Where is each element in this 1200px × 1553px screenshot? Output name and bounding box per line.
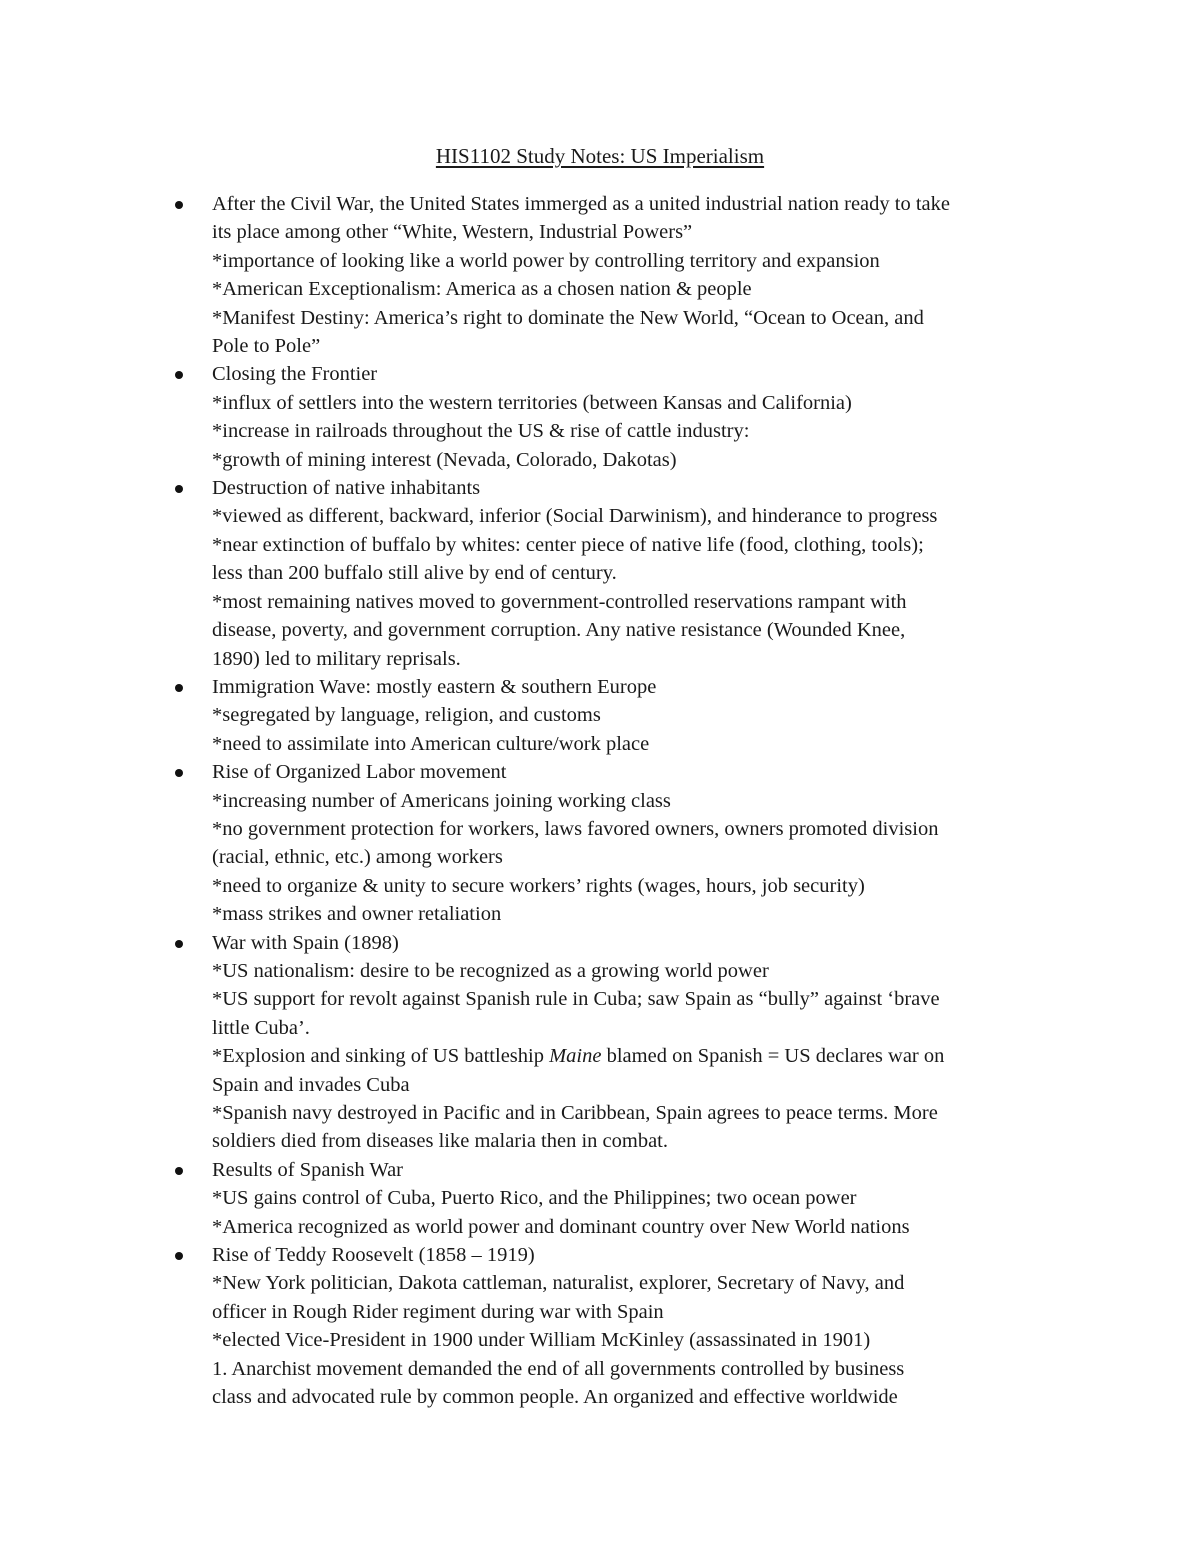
section-heading: War with Spain (1898) <box>212 931 399 954</box>
note-line: *near extinction of buffalo by whites: center piece of native life (food, clothing, tools); <box>212 533 924 556</box>
note-line: *increasing number of Americans joining working class <box>212 789 671 812</box>
note-line: *no government protection for workers, laws favored owners, owners promoted division <box>212 817 939 840</box>
note-section <box>0 190 1072 360</box>
note-line: *importance of looking like a world power by controlling territory and expansion <box>212 249 880 272</box>
note-section <box>0 929 1072 1156</box>
note-line: *need to assimilate into American culture/work place <box>212 732 650 755</box>
note-line-text: *Explosion and sinking of US battleship <box>212 1045 550 1068</box>
note-line: officer in Rough Rider regiment during war with Spain <box>212 1300 664 1323</box>
ship-name: Maine <box>549 1045 602 1068</box>
note-section <box>0 1156 1072 1241</box>
note-line <box>212 1042 1072 1070</box>
note-line: little Cuba’. <box>212 1016 310 1039</box>
bullet-icon <box>175 371 183 379</box>
note-line: *American Exceptionalism: America as a chosen nation & people <box>212 278 752 301</box>
section-heading: Immigration Wave: mostly eastern & southern Europe <box>212 675 657 698</box>
note-line: *America recognized as world power and dominant country over New World nations <box>212 1215 910 1238</box>
note-line: its place among other “White, Western, Industrial Powers” <box>212 221 693 244</box>
note-section <box>0 360 1072 474</box>
page-title: HIS1102 Study Notes: US Imperialism <box>435 144 765 168</box>
note-line: *New York politician, Dakota cattleman, naturalist, explorer, Secretary of Navy, and <box>212 1272 905 1295</box>
section-heading: Rise of Organized Labor movement <box>212 761 507 784</box>
bullet-icon <box>175 940 183 948</box>
note-line: *US support for revolt against Spanish rule in Cuba; saw Spain as “bully” against ‘brave <box>212 988 940 1011</box>
note-section <box>0 673 1072 758</box>
section-heading: Destruction of native inhabitants <box>212 477 481 500</box>
note-line: *US gains control of Cuba, Puerto Rico, and the Philippines; two ocean power <box>212 1187 857 1210</box>
note-line: less than 200 buffalo still alive by end of century. <box>212 562 617 585</box>
note-line: *need to organize & unity to secure workers’ rights (wages, hours, job security) <box>212 874 865 897</box>
section-heading: Results of Spanish War <box>212 1158 404 1181</box>
note-line: *influx of settlers into the western territories (between Kansas and California) <box>212 391 852 414</box>
note-line: *viewed as different, backward, inferior (Social Darwinism), and hinderance to progress <box>212 505 938 528</box>
note-line: *growth of mining interest (Nevada, Colorado, Dakotas) <box>212 448 677 471</box>
note-line: (racial, ethnic, etc.) among workers <box>212 846 503 869</box>
bullet-icon <box>175 1252 183 1260</box>
section-heading: Closing the Frontier <box>212 363 378 386</box>
note-section <box>0 474 1072 673</box>
bullet-icon <box>175 684 183 692</box>
note-line: *segregated by language, religion, and customs <box>212 704 601 727</box>
note-line: soldiers died from diseases like malaria then in combat. <box>212 1130 668 1153</box>
note-line: Pole to Pole” <box>212 335 321 358</box>
note-line: 1890) led to military reprisals. <box>212 647 461 670</box>
note-line: *increase in railroads throughout the US & rise of cattle industry: <box>212 420 750 443</box>
notes-list <box>0 190 1200 1411</box>
bullet-icon <box>175 485 183 493</box>
bullet-icon <box>175 1167 183 1175</box>
note-section <box>0 1241 1072 1411</box>
note-line: *mass strikes and owner retaliation <box>212 903 502 926</box>
note-section <box>0 758 1072 928</box>
note-line: class and advocated rule by common people. An organized and effective worldwide <box>212 1386 898 1409</box>
note-line: 1. Anarchist movement demanded the end of all governments controlled by business <box>212 1357 905 1380</box>
note-line: *most remaining natives moved to government-controlled reservations rampant with <box>212 590 907 613</box>
note-line: *Manifest Destiny: America’s right to dominate the New World, “Ocean to Ocean, and <box>212 306 924 329</box>
note-line: Spain and invades Cuba <box>212 1073 410 1096</box>
note-line-text: blamed on Spanish = US declares war on <box>601 1045 945 1068</box>
bullet-icon <box>175 201 183 209</box>
section-heading: After the Civil War, the United States immerged as a united industrial nation ready to take <box>212 193 950 215</box>
section-heading: Rise of Teddy Roosevelt (1858 – 1919) <box>212 1244 535 1267</box>
note-line: *US nationalism: desire to be recognized as a growing world power <box>212 959 769 982</box>
note-line: *Spanish navy destroyed in Pacific and in Caribbean, Spain agrees to peace terms. More <box>212 1102 938 1124</box>
note-line: disease, poverty, and government corruption. Any native resistance (Wounded Knee, <box>212 619 906 642</box>
note-line: *elected Vice-President in 1900 under William McKinley (assassinated in 1901) <box>212 1329 871 1352</box>
bullet-icon <box>175 769 183 777</box>
